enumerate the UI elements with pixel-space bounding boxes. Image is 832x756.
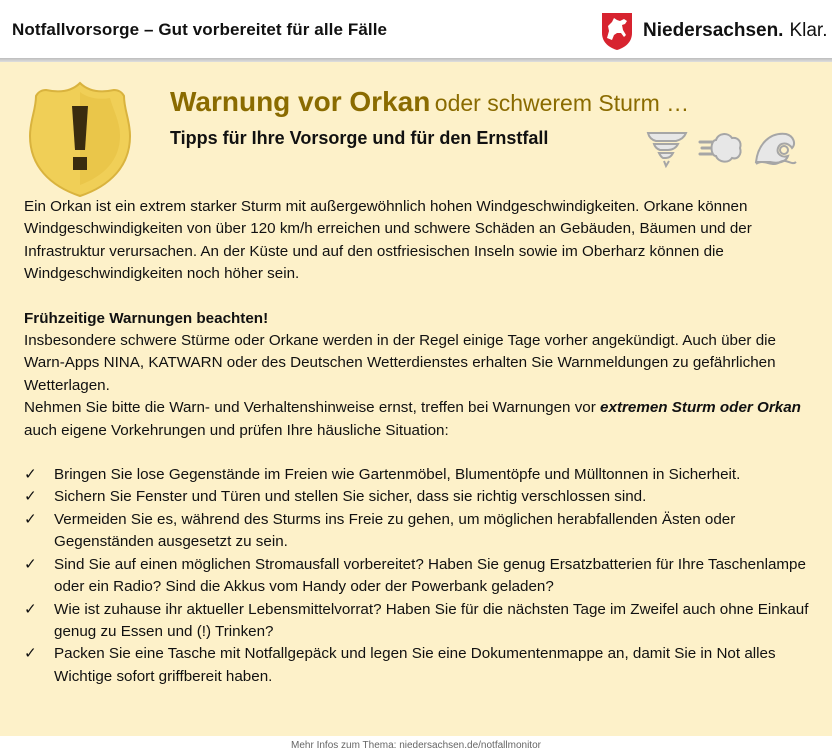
checklist-item [24, 486, 814, 508]
checklist-item [24, 509, 814, 554]
checklist [24, 464, 814, 688]
checklist-item [24, 599, 814, 644]
storm-wave-icon [752, 128, 798, 168]
hazard-icons [644, 128, 806, 168]
warnings-advice-emphasis: extremen Sturm oder Orkan [600, 399, 801, 417]
brand-name: Niedersachsen. [643, 20, 784, 41]
headline-strong: Warnung vor Orkan [170, 86, 431, 117]
brand-claim: Klar. [789, 20, 828, 41]
shield-exclamation-icon [26, 80, 134, 198]
brand-logo [600, 11, 828, 51]
intro-paragraph: Ein Orkan ist ein extrem starker Sturm mit außergewöhnlich hohen Windgeschwindigkeiten. Orkane können Windgeschwindigkeiten von über 120 km/h erreichen und schwere Schäden an Gebäuden, Bäumen und der Infrastruktur verursachen. An der Küste und auf den ostfriesischen Inseln sowie im Oberharz können die Windgeschwindigkeiten noch höher sein. [24, 198, 752, 283]
subheadline: Tipps für Ihre Vorsorge und für den Ernstfall [170, 128, 549, 148]
lower-saxony-horse-crest-icon [600, 11, 634, 51]
checklist-item-text: Sichern Sie Fenster und Türen und stellen Sie sicher, dass sie richtig verschlossen sind. [54, 488, 647, 506]
headline [170, 86, 689, 118]
warnings-paragraph: Insbesondere schwere Stürme oder Orkane werden in der Regel einige Tage vorher angekündigt. Auch über die Warn-Apps NINA, KATWARN oder des Deutschen Wetterdienstes erhalten Sie Warnmeldungen zu gefährlichen Wetterlagen. [24, 332, 776, 394]
checklist-item-text: Vermeiden Sie es, während des Sturms ins Freie zu gehen, um möglichen herabfallenden Ästen oder Gegenständen ausgesetzt zu sein. [54, 510, 736, 551]
footer-note: Mehr Infos zum Thema: niedersachsen.de/notfallmonitor [291, 740, 541, 751]
warnings-advice [24, 397, 814, 442]
checklist-item-text: Bringen Sie lose Gegenstände im Freien wie Gartenmöbel, Blumentöpfe und Mülltonnen in Sicherheit. [54, 466, 741, 484]
checklist-item [24, 464, 814, 486]
checklist-item-text: Sind Sie auf einen möglichen Stromausfall vorbereitet? Haben Sie genug Ersatzbatterien für Ihre Taschenlampe oder ein Radio? Sind die Akkus vom Handy oder der Powerbank geladen? [54, 555, 806, 596]
warnings-heading: Frühzeitige Warnungen beachten! [24, 309, 269, 327]
checkmark-icon: ✓ [24, 600, 37, 618]
checklist-item [24, 643, 814, 688]
checklist-item-text: Wie ist zuhause ihr aktueller Lebensmittelvorrat? Haben Sie für die nächsten Tage im Zweifel auch ohne Einkauf genug zu Essen und (!) Trinken? [54, 600, 809, 640]
headline-rest: oder schwerem Sturm … [434, 90, 690, 116]
checkmark-icon: ✓ [24, 555, 37, 573]
warnings-advice-start: Nehmen Sie bitte die Warn- und Verhaltenshinweise ernst, treffen bei Warnungen vor [24, 399, 601, 417]
content-panel [0, 62, 832, 736]
checkmark-icon: ✓ [24, 645, 37, 663]
tornado-icon [644, 128, 690, 168]
checkmark-icon: ✓ [24, 510, 37, 528]
checklist-item-text: Packen Sie eine Tasche mit Notfallgepäck und legen Sie eine Dokumentenmappe an, damit Sie in Not alles Wichtige sofort griffbereit haben. [54, 645, 776, 685]
page-title: Notfallvorsorge – Gut vorbereitet für alle Fälle [12, 20, 388, 39]
checklist-item [24, 554, 814, 599]
wind-icon [698, 128, 744, 168]
warnings-section [24, 308, 814, 442]
checkmark-icon: ✓ [24, 466, 37, 484]
checkmark-icon: ✓ [24, 488, 37, 506]
top-bar [0, 0, 832, 60]
warnings-advice-end: auch eigene Vorkehrungen und prüfen Ihre häusliche Situation: [24, 421, 449, 439]
body-text [24, 196, 814, 688]
